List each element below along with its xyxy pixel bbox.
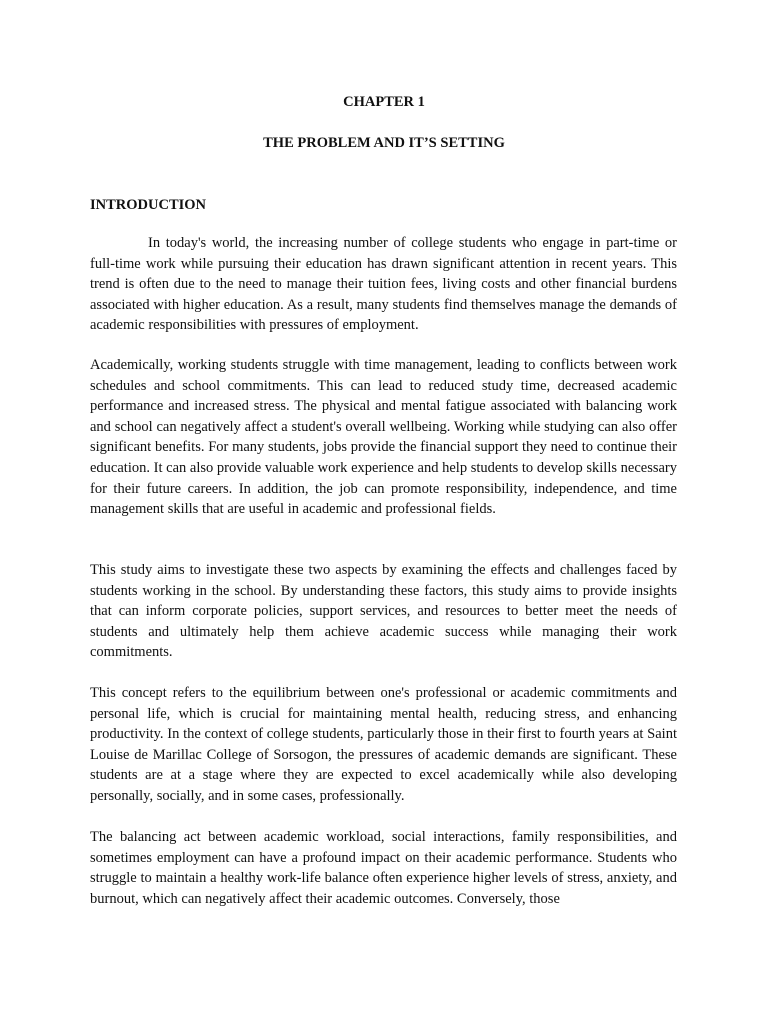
chapter-title: THE PROBLEM AND IT’S SETTING <box>263 135 505 151</box>
paragraph-intro: In today's world, the increasing number of college students who engage in part-time or full-time work while pursuing their education has drawn significant attention in recent years. This trend is often due to the need to manage their tuition fees, living costs and other financial burdens associated with higher education. As a result, many students find themselves manage the demands of academic responsibilities with pressures of employment. <box>90 235 677 334</box>
paragraph-study-aims: This study aims to investigate these two aspects by examining the effects and challenges faced by students working in the school. By understanding these factors, this study aims to provide insights that can inform corporate policies, support services, and resources to better meet the needs of students and ultimately help them achieve academic success while managing their work commitments. <box>90 562 677 661</box>
paragraph-academic-struggles: Academically, working students struggle with time management, leading to conflicts between work schedules and school commitments. This can lead to reduced study time, decreased academic performance and increased stress. The physical and mental fatigue associated with balancing work and school can negatively affect a student's overall wellbeing. Working while studying can also offer significant benefits. For many students, jobs provide the financial support they need to continue their education. It can also provide valuable work experience and help students to develop skills necessary for their future careers. In addition, the job can promote responsibility, independence, and time management skills that are useful in academic and professional fields. <box>90 357 677 518</box>
paragraph-balancing-act: The balancing act between academic workload, social interactions, family responsibilities, and sometimes employment can have a profound impact on their academic performance. Students who struggle to maintain a healthy work-life balance often experience higher levels of stress, anxiety, and burnout, which can negatively affect their academic outcomes. Conversely, those <box>90 829 677 907</box>
paragraph-work-life-balance: This concept refers to the equilibrium between one's professional or academic commitments and personal life, which is crucial for maintaining mental health, reducing stress, and enhancing productivity. In the context of college students, particularly those in their first to fourth years at Saint Louise de Marillac College of Sorsogon, the pressures of academic demands are significant. These students are at a stage where they are expected to excel academically while also developing personally, socially, and in some cases, professionally. <box>90 685 677 804</box>
chapter-label: CHAPTER 1 <box>343 94 425 110</box>
section-heading: INTRODUCTION <box>90 197 207 213</box>
